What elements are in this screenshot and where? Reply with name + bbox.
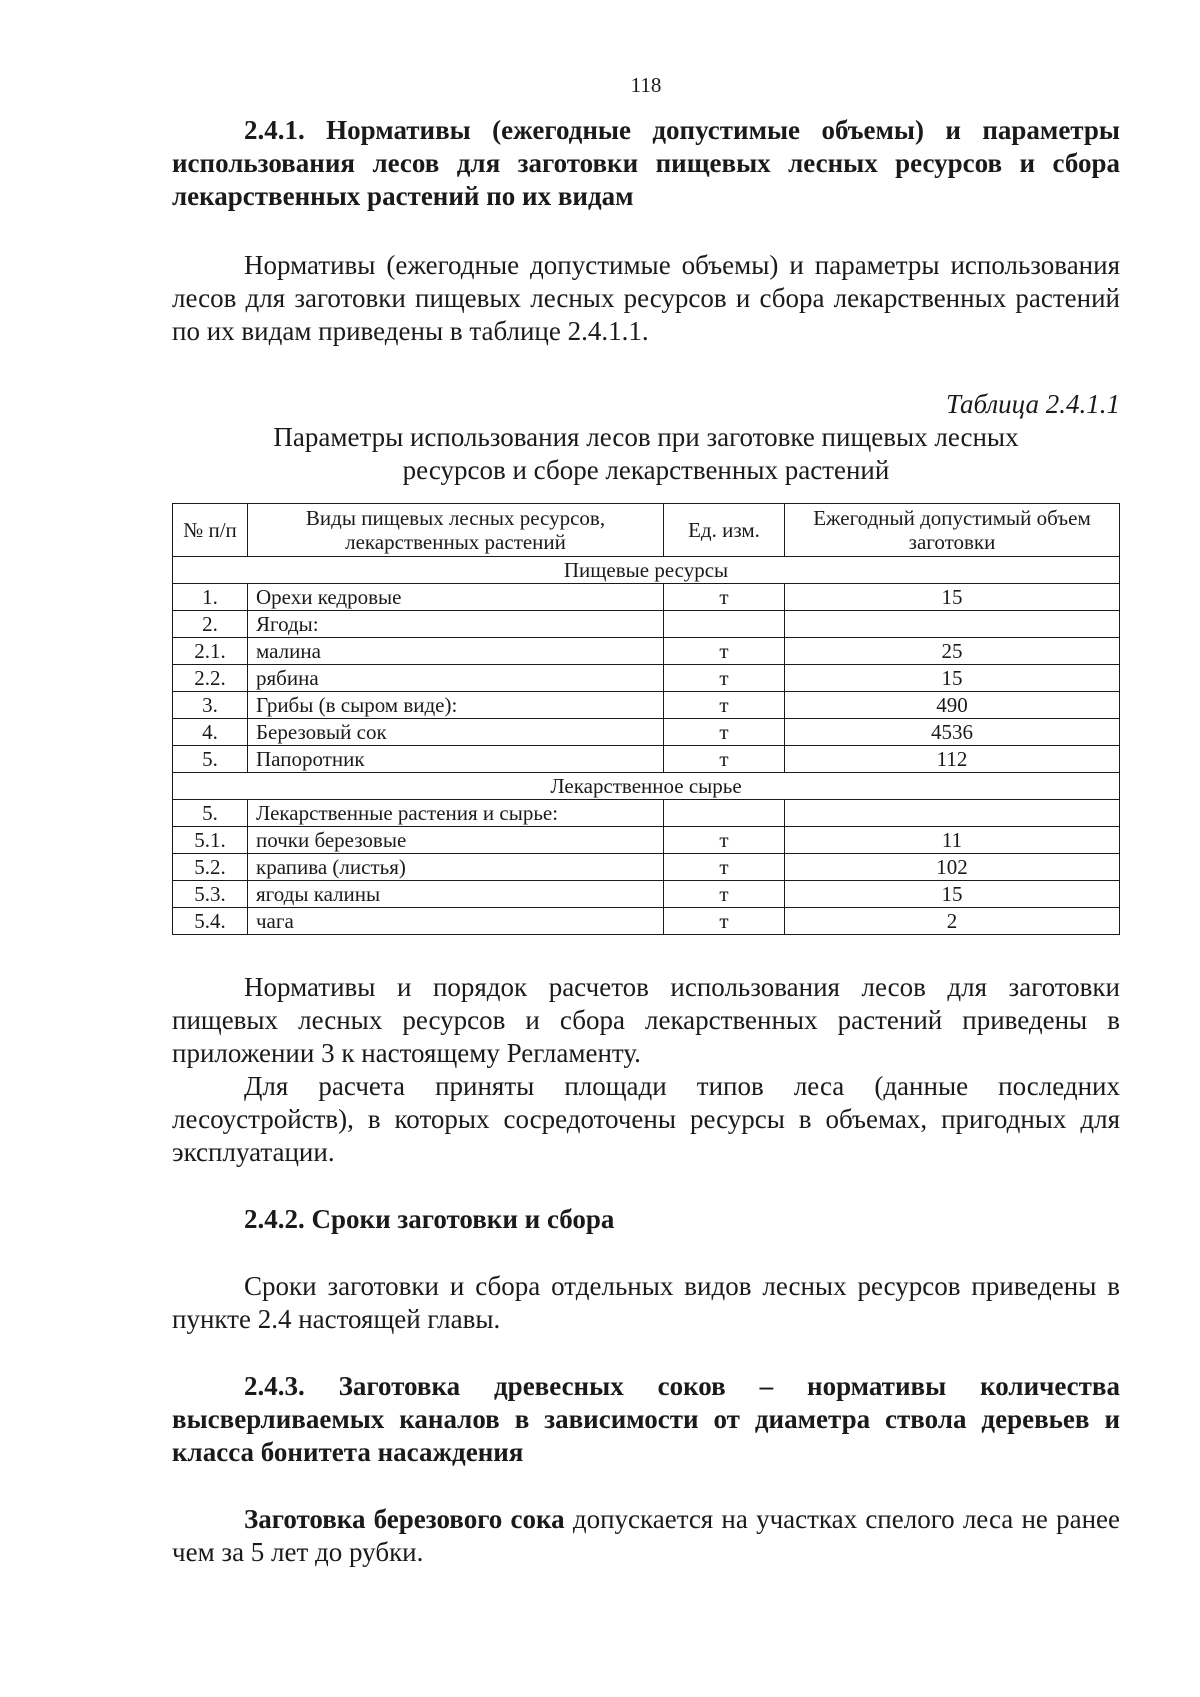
header-unit: Ед. изм.: [664, 504, 785, 557]
row-name: малина: [248, 638, 664, 665]
row-num: 5.2.: [173, 854, 248, 881]
header-num: № п/п: [173, 504, 248, 557]
table-row: [173, 719, 1120, 746]
table-row: [173, 827, 1120, 854]
section-medicinal-label: Лекарственное сырье: [173, 773, 1120, 800]
section-row-food: [173, 557, 1120, 584]
row-name: чага: [248, 908, 664, 935]
row-value: 15: [785, 881, 1120, 908]
row-unit: т: [664, 719, 785, 746]
section-heading-2-4-3: 2.4.3. Заготовка древесных соков – нормативы количества высверливаемых каналов в зависимости от диаметра ствола деревьев и класса бонитета насаждения: [172, 1371, 1120, 1467]
row-name: Ягоды:: [248, 611, 664, 638]
row-name: Грибы (в сыром виде):: [248, 692, 664, 719]
row-name: Лекарственные растения и сырье:: [248, 800, 664, 827]
row-name: ягоды калины: [248, 881, 664, 908]
birch-sap-bold-lead: Заготовка березового сока: [244, 1504, 565, 1534]
table-label: Таблица 2.4.1.1: [945, 389, 1120, 419]
table-row: [173, 854, 1120, 881]
row-unit: [664, 611, 785, 638]
table-row: [173, 611, 1120, 638]
row-unit: т: [664, 665, 785, 692]
row-num: 5.3.: [173, 881, 248, 908]
document-page: [172, 0, 1120, 1569]
row-name: Березовый сок: [248, 719, 664, 746]
row-unit: т: [664, 692, 785, 719]
page-number: 118: [630, 73, 662, 97]
section-heading-2-4-2: 2.4.2. Сроки заготовки и сбора: [244, 1204, 615, 1234]
header-value: Ежегодный допустимый объем заготовки: [785, 504, 1120, 557]
row-value: 490: [785, 692, 1120, 719]
row-value: [785, 611, 1120, 638]
row-num: 1.: [173, 584, 248, 611]
table-row: [173, 638, 1120, 665]
row-num: 5.4.: [173, 908, 248, 935]
table-row: [173, 908, 1120, 935]
row-value: 25: [785, 638, 1120, 665]
row-num: 3.: [173, 692, 248, 719]
table-header-row: [173, 504, 1120, 557]
row-unit: т: [664, 638, 785, 665]
row-num: 2.1.: [173, 638, 248, 665]
row-name: Орехи кедровые: [248, 584, 664, 611]
terms-paragraph: Сроки заготовки и сбора отдельных видов лесных ресурсов приведены в пункте 2.4 настоящей главы.: [172, 1271, 1120, 1334]
row-value: 112: [785, 746, 1120, 773]
table-row: [173, 665, 1120, 692]
birch-sap-rest: допускается на участках спелого леса не ранее чем за 5 лет до рубки.: [172, 1504, 1121, 1567]
row-name: Папоротник: [248, 746, 664, 773]
row-unit: [664, 800, 785, 827]
row-num: 5.: [173, 800, 248, 827]
table-row: [173, 584, 1120, 611]
resources-table: [172, 503, 1120, 935]
row-value: 4536: [785, 719, 1120, 746]
row-name: почки березовые: [248, 827, 664, 854]
header-name: Виды пищевых лесных ресурсов, лекарственных растений: [248, 504, 664, 557]
row-unit: т: [664, 746, 785, 773]
row-num: 5.: [173, 746, 248, 773]
row-value: 15: [785, 584, 1120, 611]
row-name: крапива (листья): [248, 854, 664, 881]
row-name: рябина: [248, 665, 664, 692]
table-body: [173, 557, 1120, 935]
table-row: [173, 881, 1120, 908]
table-row: [173, 746, 1120, 773]
table-row: [173, 800, 1120, 827]
section-food-label: Пищевые ресурсы: [173, 557, 1120, 584]
row-num: 2.: [173, 611, 248, 638]
row-value: 2: [785, 908, 1120, 935]
table-title: Параметры использования лесов при заготовке пищевых лесных ресурсов и сборе лекарственных растений: [273, 422, 1019, 485]
section-heading-2-4-1: 2.4.1. Нормативы (ежегодные допустимые объемы) и параметры использования лесов для заготовки пищевых лесных ресурсов и сбора лекарственных растений по их видам: [172, 115, 1120, 211]
row-value: 102: [785, 854, 1120, 881]
row-unit: т: [664, 584, 785, 611]
row-num: 4.: [173, 719, 248, 746]
row-unit: т: [664, 854, 785, 881]
calculation-paragraph: Для расчета приняты площади типов леса (данные последних лесоустройств), в которых сосредоточены ресурсы в объемах, пригодных для эксплуатации.: [172, 1071, 1120, 1167]
row-num: 2.2.: [173, 665, 248, 692]
section-row-medicinal: [173, 773, 1120, 800]
row-unit: т: [664, 881, 785, 908]
norms-paragraph: Нормативы и порядок расчетов использования лесов для заготовки пищевых лесных ресурсов и сбора лекарственных растений приведены в приложении 3 к настоящему Регламенту.: [172, 972, 1120, 1068]
row-value: [785, 800, 1120, 827]
row-num: 5.1.: [173, 827, 248, 854]
row-unit: т: [664, 908, 785, 935]
table-row: [173, 692, 1120, 719]
intro-paragraph: Нормативы (ежегодные допустимые объемы) и параметры использования лесов для заготовки пищевых лесных ресурсов и сбора лекарственных растений по их видам приведены в таблице 2.4.1.1.: [172, 250, 1120, 346]
row-value: 15: [785, 665, 1120, 692]
row-value: 11: [785, 827, 1120, 854]
birch-sap-paragraph: [172, 1503, 1120, 1569]
row-unit: т: [664, 827, 785, 854]
